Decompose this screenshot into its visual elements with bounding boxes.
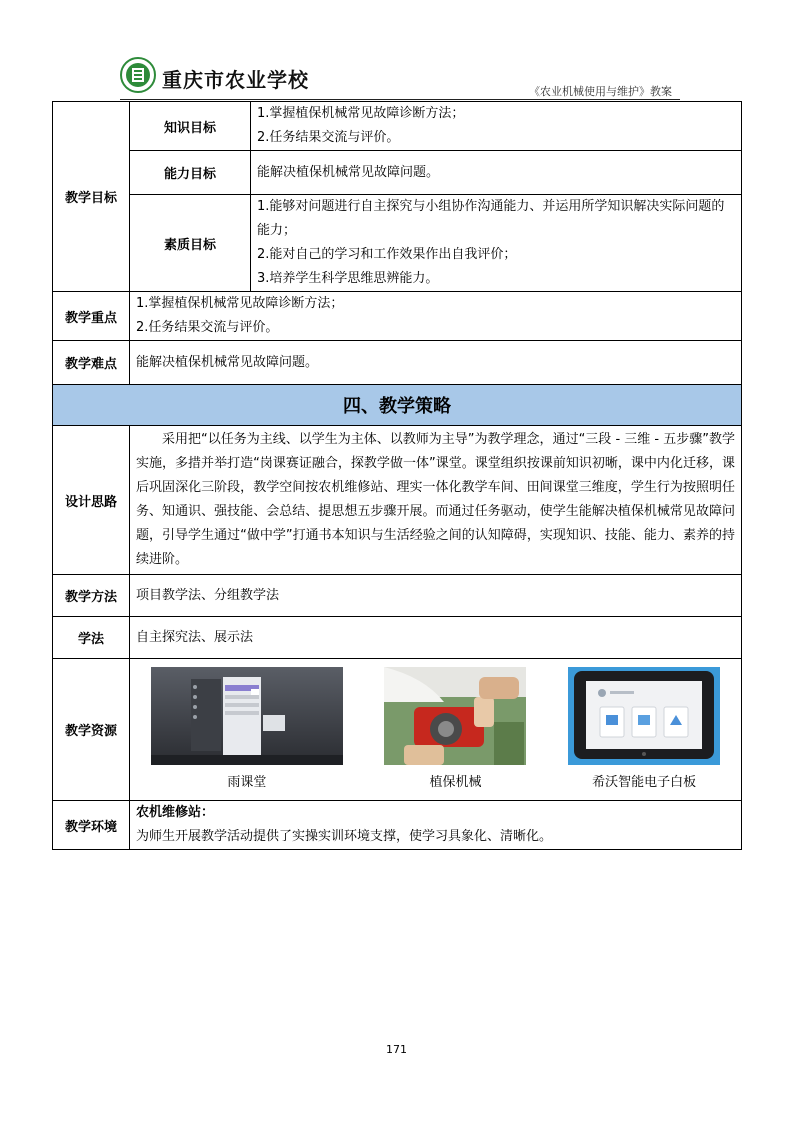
environment-title: 农机维修站：	[136, 805, 215, 820]
lesson-plan-table	[52, 101, 742, 850]
header-divider	[120, 99, 680, 100]
knowledge-goal-label: 知识目标	[130, 102, 251, 151]
ability-goal-label: 能力目标	[130, 151, 251, 195]
quality-goal-label: 素质目标	[130, 195, 251, 292]
school-logo-icon	[120, 57, 156, 93]
knowledge-goal-line: 1.掌握植保机械常见故障诊断方法；	[257, 106, 465, 121]
resource-item	[384, 667, 526, 790]
course-title: 《农业机械使用与维护》教案	[529, 85, 672, 98]
design-paragraph: 采用把“以任务为主线、以学生为主体、以教师为主导”为教学理念，通过“三段 - 三维 - 五步骤”教学实施，多措并举打造“岗课赛证融合，探教学做一体”课堂。课堂组织按课前知识初晰，课中内化迁移，课后巩固深化三阶段，教学空间按农机维修站、理实一体化教学车间、田间课堂三维度，学生行为按照明任务、知通识、强技能、会总结、提思想五步骤开展。而通过任务驱动，使学生能解决植保机械常见故障问题，引导学生通过“做中学”打通书本知识与生活经验之间的认知障碍，实现知识、技能、能力、素养的持续进阶。	[136, 432, 735, 567]
key-point-line: 1.掌握植保机械常见故障诊断方法；	[136, 296, 344, 311]
page-number: 171	[386, 1043, 407, 1056]
objectives-label: 教学目标	[53, 102, 130, 292]
school-name: 重庆市农业学校	[162, 68, 309, 92]
environment-text: 为师生开展教学活动提供了实操实训环境支撑，使学习具象化、清晰化。	[136, 829, 553, 844]
quality-goal-line: 1.能够对问题进行自主探究与小组协作沟通能力、并运用所学知识解决实际问题的能力；	[257, 199, 725, 238]
ability-goal-content: 能解决植保机械常见故障问题。	[251, 151, 742, 195]
resources-content	[130, 659, 742, 801]
difficulty-label: 教学难点	[53, 341, 130, 385]
learning-method-label: 学法	[53, 617, 130, 659]
design-label: 设计思路	[53, 426, 130, 575]
seewo-tablet-photo-icon	[568, 667, 720, 765]
resource-item	[568, 667, 720, 790]
method-content: 项目教学法、分组教学法	[130, 575, 742, 617]
learning-method-content: 自主探究法、展示法	[130, 617, 742, 659]
rain-classroom-screenshot-icon	[151, 667, 343, 765]
difficulty-content: 能解决植保机械常见故障问题。	[130, 341, 742, 385]
quality-goal-content	[251, 195, 742, 292]
environment-content	[130, 801, 742, 850]
resource-caption: 雨课堂	[227, 775, 267, 790]
knowledge-goal-line: 2.任务结果交流与评价。	[257, 130, 400, 145]
plant-protection-machine-photo-icon	[384, 667, 526, 765]
key-points-label: 教学重点	[53, 292, 130, 341]
design-content	[130, 426, 742, 575]
method-label: 教学方法	[53, 575, 130, 617]
key-point-line: 2.任务结果交流与评价。	[136, 320, 279, 335]
resources-label: 教学资源	[53, 659, 130, 801]
resource-item	[151, 667, 343, 790]
key-points-content	[130, 292, 742, 341]
resource-caption: 希沃智能电子白板	[592, 775, 697, 790]
quality-goal-line: 3.培养学生科学思维思辨能力。	[257, 271, 439, 286]
resource-caption: 植保机械	[429, 775, 482, 790]
quality-goal-line: 2.能对自己的学习和工作效果作出自我评价；	[257, 247, 517, 262]
environment-label: 教学环境	[53, 801, 130, 850]
section-title: 四、教学策略	[53, 385, 742, 426]
page-header	[120, 55, 680, 101]
knowledge-goal-content	[251, 102, 742, 151]
